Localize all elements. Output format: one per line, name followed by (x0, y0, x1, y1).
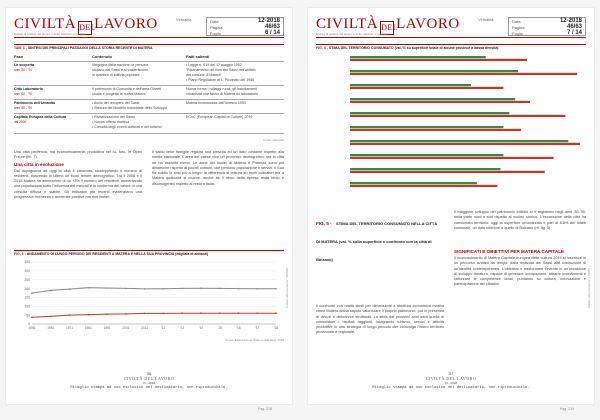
issue-value: 12-2018 (559, 18, 582, 24)
x-tick-label: '13 (180, 326, 185, 330)
footer-brand: CIVILTÀ DEL LAVORO (425, 376, 477, 381)
data-point (125, 313, 127, 315)
section-label: Virtualità (478, 17, 494, 22)
logo-subtitle: Rivista di politica del lavoro e delle relazioni industriali (14, 32, 86, 36)
bar (350, 98, 515, 100)
footer-issue: VI - 2018 (142, 381, 156, 385)
bar (350, 59, 527, 61)
table-title: TAB. 1 - SINTESI DEI PRINCIPALI PASSAGGI DELLA STORIA RECENTE DI MATERA (14, 44, 284, 50)
data-point (31, 316, 33, 318)
issue-label: Data (512, 19, 521, 24)
x-tick-label: 1961 (47, 326, 55, 330)
table-source: Fonte: dati Istat (263, 138, 284, 142)
x-tick-label: '15 (217, 326, 222, 330)
data-point (200, 312, 202, 314)
logo-subtitle: Rivista di politica del lavoro e delle relazioni industriali (316, 32, 388, 36)
logo-mark-icon: DEL (380, 21, 394, 35)
x-tick-label: 2001 (122, 326, 130, 330)
bar (350, 115, 565, 117)
bar (350, 101, 530, 103)
clipping-disclaimer: Ritaglio stampa ad uso esclusivo del destinatario, non riproducibile. (372, 386, 530, 390)
bar (350, 143, 580, 145)
data-point (50, 290, 52, 292)
data-point (219, 312, 221, 314)
bar (350, 182, 477, 184)
bar (350, 87, 503, 89)
table-header-content: Contenuto (92, 54, 112, 59)
data-point (256, 312, 258, 314)
data-point (69, 314, 71, 316)
chart-title: FIG. 4 - STIMA DEL TERRITORIO CONSUMATO (val. % su superficie totale di alcune province a bassa densità) (316, 44, 586, 50)
y-tick-label: 350 (24, 260, 30, 265)
folio-label: Foglio (512, 31, 523, 36)
x-tick-label: 2011 (141, 326, 149, 330)
footer-brand: CIVILTÀ DEL LAVORO (123, 376, 175, 381)
chart-source: Fonte: Elaborazione SGE su dati Istat, 2018 (225, 338, 284, 342)
bar (350, 168, 500, 170)
y-tick-label: 250 (24, 277, 30, 282)
data-point (238, 288, 240, 290)
x-tick-label: '12 (161, 326, 166, 330)
bar (350, 70, 518, 72)
y-tick-label: 300 (24, 269, 30, 274)
data-point (144, 288, 146, 290)
data-point (88, 287, 90, 289)
y-tick-label: 100 (24, 304, 30, 309)
bar (350, 84, 471, 86)
land-consumption-bar-chart (316, 52, 586, 202)
page-number: 37 (448, 371, 454, 376)
subheading: Una città in evoluzione (14, 161, 64, 167)
section-label: Virtualità (176, 17, 192, 22)
y-tick-label: 200 (24, 286, 30, 291)
data-point (163, 288, 165, 290)
y-tick-label: 150 (24, 295, 30, 300)
magazine-logo: CIVILTÀ DELLAVORO (316, 16, 460, 35)
pages-value: 46/63 (264, 24, 280, 30)
text-column-left-bottom: Il confronto con realtà simili per dimensione e struttura economica mostra come Matera abbia saputo valorizzare il proprio patrimonio, pur in presenza di vincoli e debolezze strutturali. La sfida dei prossimi anni sarà quella di consolidare i risultati raggiunti, integrando turismo, servizi e attività produttive in una strategia di lungo periodo che coinvolga l'intero territorio provinciale e regionale. (316, 304, 444, 335)
x-tick-label: 1991 (103, 326, 111, 330)
figure-caption: FIG. 5 - STIMA DEL TERRITORIO CONSUMATO NELLA CITTÀ DI MATERA (val. % sulla superficie e confronto con la città di Bolzano) (316, 221, 438, 262)
bar (350, 171, 545, 173)
data-point (200, 287, 202, 289)
x-tick-label: 1951 (28, 326, 36, 330)
data-point (31, 292, 33, 294)
clipping-disclaimer: Ritaglio stampa ad uso esclusivo del destinatario, non riproducibile. (70, 386, 228, 390)
folio-label: Foglio (210, 31, 221, 36)
table-header-facts: Fatti salienti (186, 54, 210, 59)
pages-label: Pagina (512, 25, 525, 30)
clipping-page-number: Pag. 218 (258, 407, 273, 411)
left-page (6, 8, 292, 404)
bar (350, 157, 554, 159)
issue-value: 12-2018 (257, 18, 280, 24)
text-column-right: Il saldo delle famiglie registra una crescita ed un dato costante rispetto alla media nazionale. L'area del paese vive un processo demografico: ma la città ne ha risentito meno. Le zone dei nuclei di Matera e Potenza sono più dinamiche rispetto ai piccoli comuni, che perdono popolazione e servizi. Il Sud ha subito la crisi più a lungo: la differenza si misura su molti indicatori ma a Matera qualcosa si muove, anche se il ritmo della ripresa resta lento e disomogeneo rispetto al resto d'Italia. (152, 150, 284, 186)
bar (350, 126, 503, 128)
residents-line-chart (14, 258, 284, 336)
page-footer (14, 371, 284, 390)
chart-title: FIG. 1 - ANDAMENTO DI LUNGO PERIODO DEI RESIDENTI A MATERA E NELLA SUA PROVINCIA (migliaia di abitanti) (14, 250, 284, 256)
text-column-right-bottom: SIGNIFICATI E OBIETTIVI PER MATERA CAPITALE Il riconoscimento di Matera Capitale europea della cultura 2019 si inserisce in un percorso avviato da tempo: dalla rinascita dei Sassi alla costruzione di un'identità contemporanea. L'obiettivo è trasformare l'evento in un'occasione di sviluppo duraturo, capace di generare occupazione, attrarre investimenti e rafforzare le competenze locali, puntando su cultura, innovazione e partecipazione dei cittadini. (454, 249, 586, 287)
data-point (219, 288, 221, 290)
data-point (238, 312, 240, 314)
folio-value: 7 / 14 (566, 30, 582, 36)
x-tick-label: '14 (198, 326, 204, 330)
issue-meta-box (508, 17, 586, 36)
data-point (181, 312, 183, 314)
bar (350, 56, 486, 58)
data-point (144, 313, 146, 315)
y-tick-label: 50 (26, 313, 30, 318)
data-point (275, 312, 277, 314)
section-heading: SIGNIFICATI E OBIETTIVI PER MATERA CAPITALE (454, 249, 565, 254)
bar (350, 73, 577, 75)
data-point (125, 288, 127, 290)
clipping-page-number: Pag. 219 (560, 407, 575, 411)
right-page (308, 8, 594, 404)
bar (350, 140, 568, 142)
data-point (50, 316, 52, 318)
magazine-logo: CIVILTÀ DELLAVORO (14, 16, 158, 35)
history-table: Fase Contenuto Fatti salienti La scoperta anni '50 - '70 Vergogna della nazione: le persone sfollano dai Sassi e si trasferiscono in quartieri di edilizia popolare • Legge n. 619 del 17 maggio 1952 "Risanamento dei rioni dei Sassi nell'abitato del comune di Matera" • Piano Regolatore di L. Piccinato del 1956 Città Laboratorio anni '60 - '70 Il patrimonio di Comunità e dell'area Olivetti studia e progetta la nuova Matera Nuove forme: i villaggi rurali, gli insediamenti urbanistici che fanno di Matera un laboratorio Patrimonio dell'Umanità anni '80 - '90 • Avvio del recupero dei Sassi • Stesura del Modello Industriale dello Sviluppo Matera riconosciuta dall'Unesco 1993 Capitale Europea della Cultura dal 2000 • Rivitalizzazione dei Sassi • Nuova offerta ricettiva • Crescita degli eventi culturali e del turismo ECoC (European Capital of Culture) 2019 (14, 54, 284, 146)
subscription-code: Codice abbonamento: 045680 (587, 268, 591, 309)
bar (350, 129, 521, 131)
data-point (106, 287, 108, 289)
bar (350, 185, 498, 187)
page-header (316, 14, 586, 38)
pages-label: Pagina (210, 25, 223, 30)
page-header (14, 14, 284, 38)
data-point (256, 288, 258, 290)
data-point (69, 288, 71, 290)
logo-mark-icon: DEL (78, 21, 92, 35)
data-point (106, 313, 108, 315)
x-tick-label: 1971 (65, 326, 74, 330)
footer-issue: VI - 2018 (444, 381, 458, 385)
x-tick-label: '18 (273, 326, 279, 330)
issue-label: Data (210, 19, 219, 24)
x-tick-label: '16 (236, 326, 241, 330)
pages-value: 46/63 (566, 24, 582, 30)
x-tick-label: '17 (255, 326, 260, 330)
data-point (275, 288, 277, 290)
bar (350, 112, 509, 114)
folio-value: 6 / 14 (264, 30, 280, 36)
x-tick-label: 1981 (84, 326, 92, 330)
page-footer (316, 371, 586, 390)
data-point (181, 288, 183, 290)
table-header-phase: Fase (14, 54, 24, 59)
subscription-code: Codice abbonamento: 045680 (285, 268, 289, 309)
page-number: 36 (146, 371, 152, 376)
y-tick-label: 0 (28, 322, 30, 327)
data-point (88, 314, 90, 316)
bar (350, 154, 503, 156)
data-point (163, 313, 165, 315)
text-column-left: Una città periferica, ma economicamente produttiva nel fu- turo, in Open Future (fin. 7). Una città in evoluzione Dal dopoguerra ad oggi la città è cresciuta, raddoppiando il numero di residenti, riuscendo in ultimo un buon tenore demografico. Tra il 2008 e il 2018 Matera ha accresciuto di un +3% il numero dei residenti, aumentando una popolazione sotto l'influenza dei mercati e la conferma del valore di una crescita diffusa e stabile. Gli indicatori più recenti evidenziano una progressiva ricchezza e tendenze positive ma non lineari. (14, 150, 142, 200)
issue-meta-box (206, 17, 284, 36)
text-column-right-top: Il maggiore sviluppo del patrimonio edilizio si è registrato negli anni '80-'90, nella parte nord e sud rispetto al nucleo storico. L'espansione della città ha consumato territorio: oggi la superficie urbanizzata è pari al 6,8% del totale comunale, un dato inferiore a quello di Bolzano (rif. fig. 5). (454, 210, 586, 230)
